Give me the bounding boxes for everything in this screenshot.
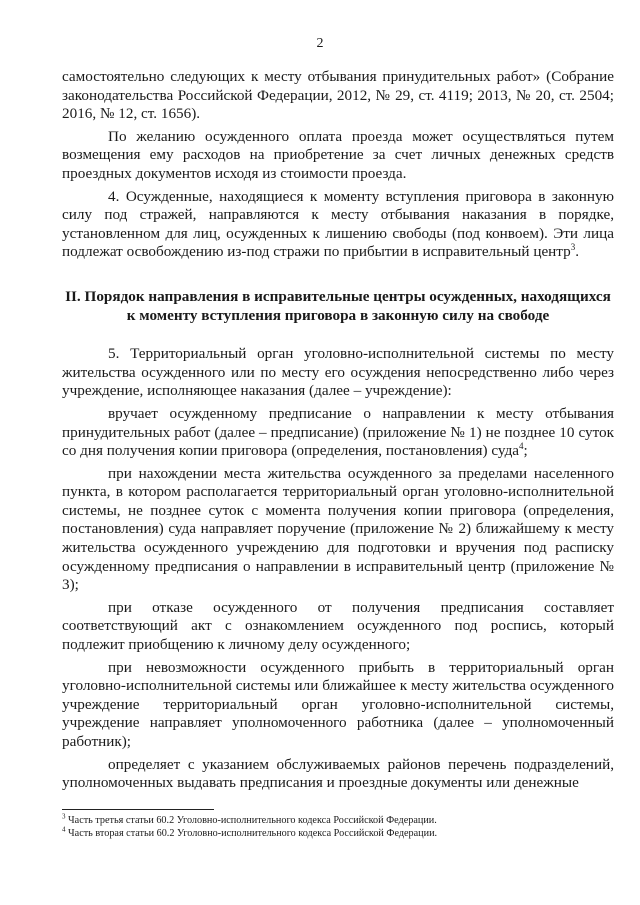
footnote	[62, 827, 614, 840]
paragraph	[62, 465, 614, 595]
section-heading: II. Порядок направления в исправительные центры осужденных, находящихся к моменту вступления приговора в законную силу на свободе	[65, 287, 611, 324]
footnote-ref: 3	[570, 242, 576, 253]
footnote-separator	[62, 809, 214, 810]
paragraph-text: при отказе осужденного от получения предписания составляет соответствующий акт с ознакомлением осужденного под роспись, который подлежит приобщению к личному делу осужденного;	[62, 598, 614, 654]
paragraph	[62, 599, 614, 655]
paragraph-text: самостоятельно следующих к месту отбывания принудительных работ» (Собрание законодательства Российской Федерации, 2012, № 29, ст. 4119; 2013, № 20, ст. 2504; 2016, № 12, ст. 1656).	[62, 68, 614, 123]
paragraph	[62, 68, 614, 124]
paragraph	[62, 345, 614, 401]
page-number: 2	[316, 36, 324, 51]
paragraph	[62, 659, 614, 752]
footnote-text: Часть вторая статьи 60.2 Уголовно-исполнительного кодекса Российской Федерации.	[65, 828, 438, 839]
footnote-ref: 4	[519, 441, 524, 452]
footnotes	[62, 814, 614, 840]
intro-paragraphs	[62, 68, 614, 266]
paragraph	[62, 188, 614, 262]
footnote-number: 4	[62, 825, 66, 834]
footnote	[62, 814, 614, 827]
paragraph	[62, 128, 614, 184]
paragraph-tail: ;	[523, 442, 528, 460]
paragraph-text: 4. Осужденные, находящиеся к моменту вступления приговора в законную силу под стражей, направляются к месту отбывания наказания в порядке, установленном для лиц, осужденных к лишению свободы (под конвоем). Эти лица подлежат освобождению из-под стражи по прибытии в исправительный центр	[62, 187, 614, 261]
footnote-number: 3	[62, 812, 66, 821]
paragraph-tail: .	[575, 243, 580, 261]
paragraph	[62, 756, 614, 793]
paragraph-text: По желанию осужденного оплата проезда может осуществляться путем возмещения ему расходов на приобретение за счет личных денежных средств проездных документов исходя из стоимости проезда.	[62, 127, 614, 182]
paragraph-text: определяет с указанием обслуживаемых районов перечень подразделений, уполномоченных выдавать предписания и проездные документы или денежные	[62, 755, 614, 792]
footnote-text: Часть третья статьи 60.2 Уголовно-исполнительного кодекса Российской Федерации.	[65, 815, 437, 826]
paragraph-text: вручает осужденному предписание о направлении к месту отбывания принудительных работ (далее – предписание) (приложение № 1) не позднее 10 суток со дня получения копии приговора (определения, постановления) суда	[62, 404, 614, 460]
paragraph-text: при невозможности осужденного прибыть в территориальный орган уголовно-исполнительной системы или ближайшее к месту жительства осужденного учреждение территориальный орган уголовно-исполнительной системы, учреждение направляет уполномоченного работника (далее – уполномоченный работник);	[62, 658, 614, 750]
paragraph	[62, 405, 614, 461]
paragraph-text: 5. Территориальный орган уголовно-исполнительной системы по месту жительства осужденного или по месту его осуждения непосредственно либо через учреждение, исполняющее наказания (далее – учреждение):	[62, 345, 614, 400]
document-body	[62, 68, 614, 797]
section-paragraphs	[62, 345, 614, 797]
paragraph-text: при нахождении места жительства осужденного за пределами населенного пункта, в котором располагается территориальный орган уголовно-исполнительной системы, не позднее суток с момента получения копии приговора (определения, постановления) суда направляет поручение (приложение № 2) ближайшему к месту жительства осужденного учреждению для подготовки и вручения под расписку осужденному предписания о направлении в исправительный центр (приложение № 3);	[62, 464, 614, 594]
